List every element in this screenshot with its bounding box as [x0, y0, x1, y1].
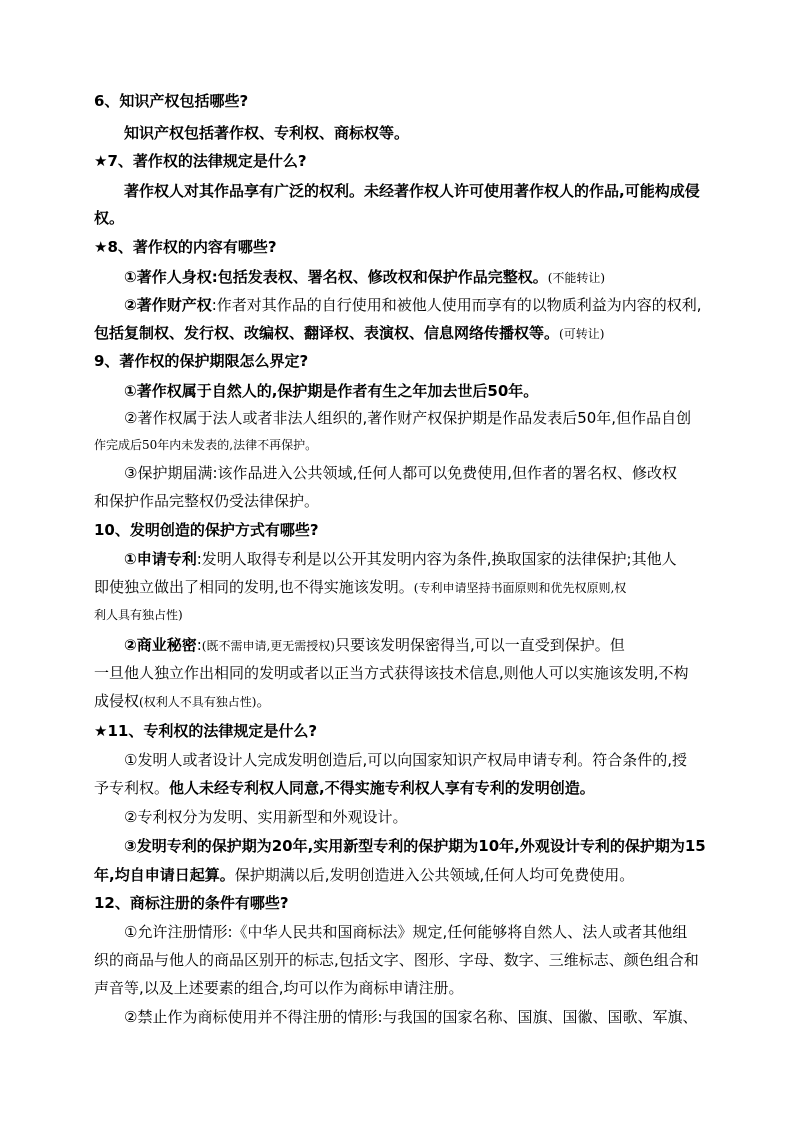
q9-item-3-line-2: 和保护作品完整权仍受法律保护。: [94, 492, 320, 510]
q10-heading: 10、发明创造的保护方式有哪些?: [94, 521, 319, 539]
q9-heading: 9、著作权的保护期限怎么界定?: [94, 352, 309, 370]
q11-item-3-line-2: [94, 864, 714, 886]
q11-item-1-grant: 予专利权。: [94, 779, 170, 797]
q11-item-1-line-1: ①发明人或者设计人完成发明创造后,可以向国家知识产权局申请专利。符合条件的,授: [124, 751, 687, 769]
q12-item-1-line-2: 织的商品与他人的商品区别开的标志,包括文字、图形、字母、数字、三维标志、颜色组合和: [94, 951, 699, 969]
q11-item-2: ②专利权分为发明、实用新型和外观设计。: [124, 808, 408, 826]
q10-item-2-infringe: 成侵权: [94, 692, 140, 710]
q8-item-2-cont: [94, 322, 714, 344]
q11-heading: ★11、专利权的法律规定是什么?: [94, 722, 318, 740]
q10-item-1-cont: [94, 576, 714, 598]
q10-item-2-note-2: (权利人不具有独占性): [139, 695, 257, 709]
q11-item-3-text: 保护期满以后,发明创造进入公共领域,任何人均可免费使用。: [234, 866, 635, 884]
q10-item-2-line-2: 一旦他人独立作出相同的发明或者以正当方式获得该技术信息,则他人可以实施该发明,不构: [94, 664, 689, 682]
q8-item-1-note: (不能转让): [547, 271, 606, 285]
q6-answer: 知识产权包括著作权、专利权、商标权等。: [124, 124, 410, 142]
q12-item-1-line-1: ①允许注册情形:《中华人民共和国商标法》规定,任何能够将自然人、法人或者其他组: [124, 923, 688, 941]
q11-item-1-line-2: [94, 777, 714, 799]
q10-item-2-colon: :: [196, 636, 202, 654]
q10-item-1-text-2: 即使独立做出了相同的发明,也不得实施该发明。: [94, 578, 414, 596]
q8-item-2-rights: 包括复制权、发行权、改编权、翻译权、表演权、信息网络传播权等。: [94, 324, 560, 342]
q8-item-2-label: ②著作财产权: [124, 296, 212, 314]
q12-heading: 12、商标注册的条件有哪些?: [94, 894, 289, 912]
q10-item-1-note-cont: 利人具有独占性): [94, 608, 183, 622]
q10-item-2-end: 。: [256, 692, 272, 710]
q7-answer-line-1: 著作权人对其作品享有广泛的权利。未经著作权人许可使用著作权人的作品,可能构成侵: [124, 182, 700, 200]
q8-heading: ★8、著作权的内容有哪些?: [94, 238, 277, 256]
q8-item-1-text: ①著作人身权:包括发表权、署名权、修改权和保护作品完整权。: [124, 268, 548, 286]
q8-item-2: [124, 294, 714, 316]
q11-item-3-start: 年,均自申请日起算。: [94, 866, 235, 884]
q10-item-2: [124, 634, 714, 656]
q12-item-2-line-1: ②禁止作为商标使用并不得注册的情形:与我国的国家名称、国旗、国徽、国歌、军旗、: [124, 1008, 698, 1026]
q12-item-1-line-3: 声音等,以及上述要素的组合,均可以作为商标申请注册。: [94, 979, 464, 997]
q10-item-1-note: (专利申请坚持书面原则和优先权原则,权: [413, 581, 627, 595]
q10-item-2-text: 只要该发明保密得当,可以一直受到保护。但: [334, 636, 625, 654]
q11-item-1-rule: 他人未经专利权人同意,不得实施专利权人享有专利的发明创造。: [169, 779, 595, 797]
q9-item-2-line-2: 作完成后50年内未发表的,法律不再保护。: [94, 438, 318, 452]
q8-item-1: [124, 266, 714, 288]
q10-item-2-note: (既不需申请,更无需授权): [201, 639, 335, 653]
q9-item-2-line-1: ②著作权属于法人或者非法人组织的,著作财产权保护期是作品发表后50年,但作品自创: [124, 409, 692, 427]
q6-heading: 6、知识产权包括哪些?: [94, 92, 249, 110]
q10-item-2-label: ②商业秘密: [124, 636, 197, 654]
q8-item-2-text: :作者对其作品的自行使用和被他人使用而享有的以物质利益为内容的权利,: [211, 296, 702, 314]
q9-item-3-line-1: ③保护期届满:该作品进入公共领域,任何人都可以免费使用,但作者的署名权、修改权: [124, 464, 678, 482]
q10-item-2-line-3: [94, 690, 714, 712]
q10-item-1-text: :发明人取得专利是以公开其发明内容为条件,换取国家的法律保护;其他人: [196, 550, 677, 568]
q7-answer-line-2: 权。: [94, 209, 125, 227]
q9-item-1: ①著作权属于自然人的,保护期是作者有生之年加去世后50年。: [124, 382, 539, 400]
q10-item-1: [124, 548, 714, 570]
q11-item-3-line-1: ③发明专利的保护期为20年,实用新型专利的保护期为10年,外观设计专利的保护期为15: [124, 837, 706, 855]
q8-item-2-note: (可转让): [559, 327, 605, 341]
q7-heading: ★7、著作权的法律规定是什么?: [94, 152, 307, 170]
q10-item-1-label: ①申请专利: [124, 550, 197, 568]
